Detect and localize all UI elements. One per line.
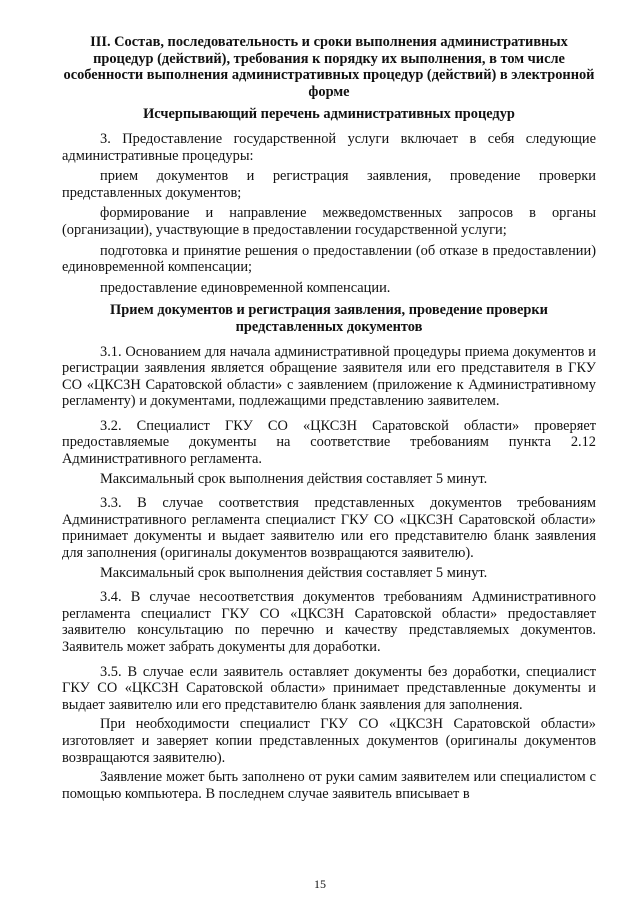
paragraph-application-fill: Заявление может быть заполнено от руки самим заявителем или специалистом с помощью компьютера. В последнем случае заявитель вписывает в: [62, 769, 596, 802]
page-number: 15: [314, 877, 326, 891]
max-time-note: Максимальный срок выполнения действия составляет 5 минут.: [100, 470, 488, 487]
paragraph-3-5: 3.5. В случае если заявитель оставляет документы без доработки, специалист ГКУ СО «ЦКСЗН Саратовской области» принимает представленные документы и выдает заявителю или его представителю бланк заявления для заполнения.: [62, 663, 596, 713]
paragraph-copies: При необходимости специалист ГКУ СО «ЦКСЗН Саратовской области» изготовляет и заверяет копии представленных документов (оригиналы документов возвращаются заявителю).: [62, 716, 596, 766]
list-item: подготовка и принятие решения о предоставлении (об отказе в предоставлении) единовременной компенсации;: [62, 242, 596, 276]
list-item: формирование и направление межведомственных запросов в органы (организации), участвующие в предоставлении государственной услуги;: [62, 205, 596, 238]
section-title: III. Состав, последовательность и сроки выполнения административных процедур (действий), требования к порядку их выполнения, в том числе особенности выполнения административных процедур (действий) в электронной форме: [63, 34, 595, 100]
paragraph-3-3: 3.3. В случае соответствия представленных документов требованиям Административного регламента специалист ГКУ СО «ЦКСЗН Саратовской области» принимает документы и выдает заявителю или его представителю бланк заявления для заполнения (оригиналы документов возвращаются заявителю).: [62, 495, 596, 562]
subheading-procedures-list: Исчерпывающий перечень административных процедур: [143, 106, 515, 123]
paragraph-3-4: 3.4. В случае несоответствия документов требованиям Административного регламента специалист ГКУ СО «ЦКСЗН Саратовской области» предоставляет заявителю консультацию по перечню и качеству представляемых документов. Заявитель может забрать документы для доработки.: [62, 589, 596, 655]
paragraph-3-2: 3.2. Специалист ГКУ СО «ЦКСЗН Саратовской области» проверяет предоставляемые документы на соответствие требованиям пункта 2.12 Административного регламента.: [62, 417, 596, 468]
max-time-note: Максимальный срок выполнения действия составляет 5 минут.: [100, 564, 488, 581]
list-item: прием документов и регистрация заявления, проведение проверки представленных документов;: [62, 168, 596, 201]
paragraph-3-1: 3.1. Основанием для начала административной процедуры приема документов и регистрации заявления является обращение заявителя или его представителя в ГКУ СО «ЦКСЗН Саратовской области» с заявлением (приложение к Административному регламенту) и документами, подлежащими представлению заявителем.: [62, 343, 596, 410]
paragraph-3: 3. Предоставление государственной услуги включает в себя следующие административные процедуры:: [62, 130, 596, 164]
list-item: предоставление единовременной компенсации.: [100, 279, 391, 296]
subheading-document-intake: Прием документов и регистрация заявления, проведение проверки представленных документов: [110, 302, 548, 335]
